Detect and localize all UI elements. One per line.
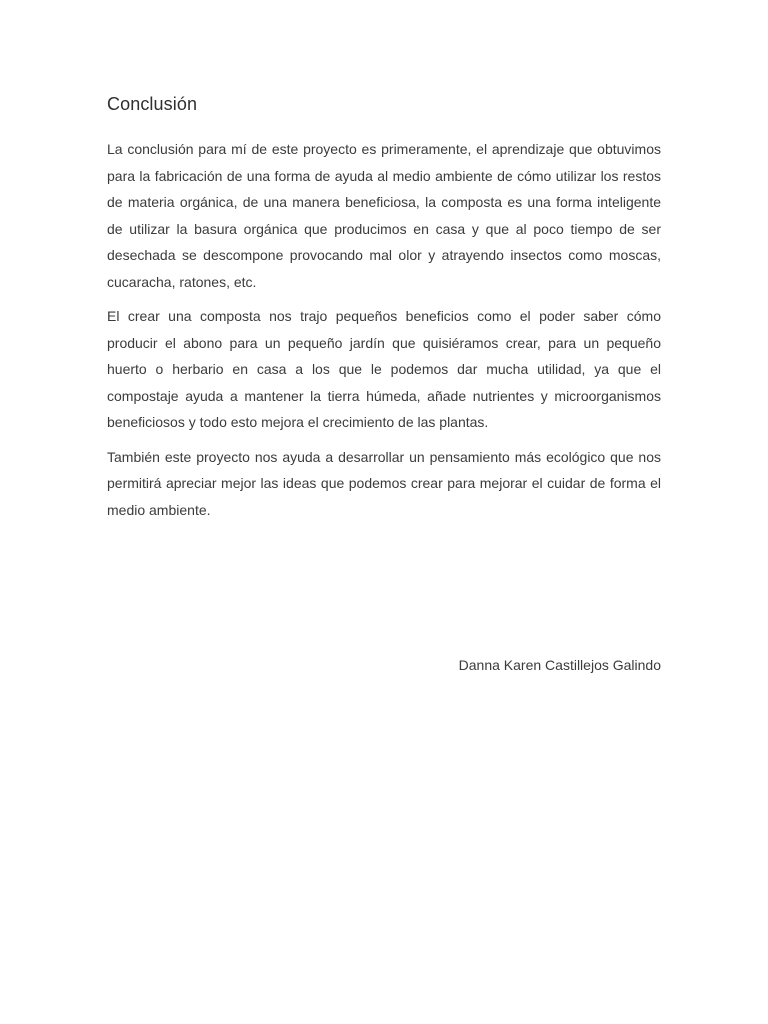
document-title: Conclusión bbox=[107, 94, 198, 114]
paragraph-1: La conclusión para mí de este proyecto es primeramente, el aprendizaje que obtuvimos para la fabricación de una forma de ayuda al medio ambiente de cómo utilizar los restos de materia orgánica, de una manera beneficiosa, la composta es una forma inteligente de utilizar la basura orgánica que producimos en casa y que al poco tiempo de ser desechada se descompone provocando mal olor y atrayendo insectos como moscas, cucaracha, ratones, etc. bbox=[107, 141, 661, 290]
author-signature: Danna Karen Castillejos Galindo bbox=[458, 657, 661, 673]
paragraph-2: El crear una composta nos trajo pequeños beneficios como el poder saber cómo producir el abono para un pequeño jardín que quisiéramos crear, para un pequeño huerto o herbario en casa a los que le podemos dar mucha utilidad, ya que el compostaje ayuda a mantener la tierra húmeda, añade nutrientes y microorganismos beneficiosos y todo esto mejora el crecimiento de las plantas. bbox=[107, 308, 661, 430]
paragraph-3: También este proyecto nos ayuda a desarrollar un pensamiento más ecológico que nos permitirá apreciar mejor las ideas que podemos crear para mejorar el cuidar de forma el medio ambiente. bbox=[107, 448, 661, 518]
document-body bbox=[107, 88, 661, 531]
